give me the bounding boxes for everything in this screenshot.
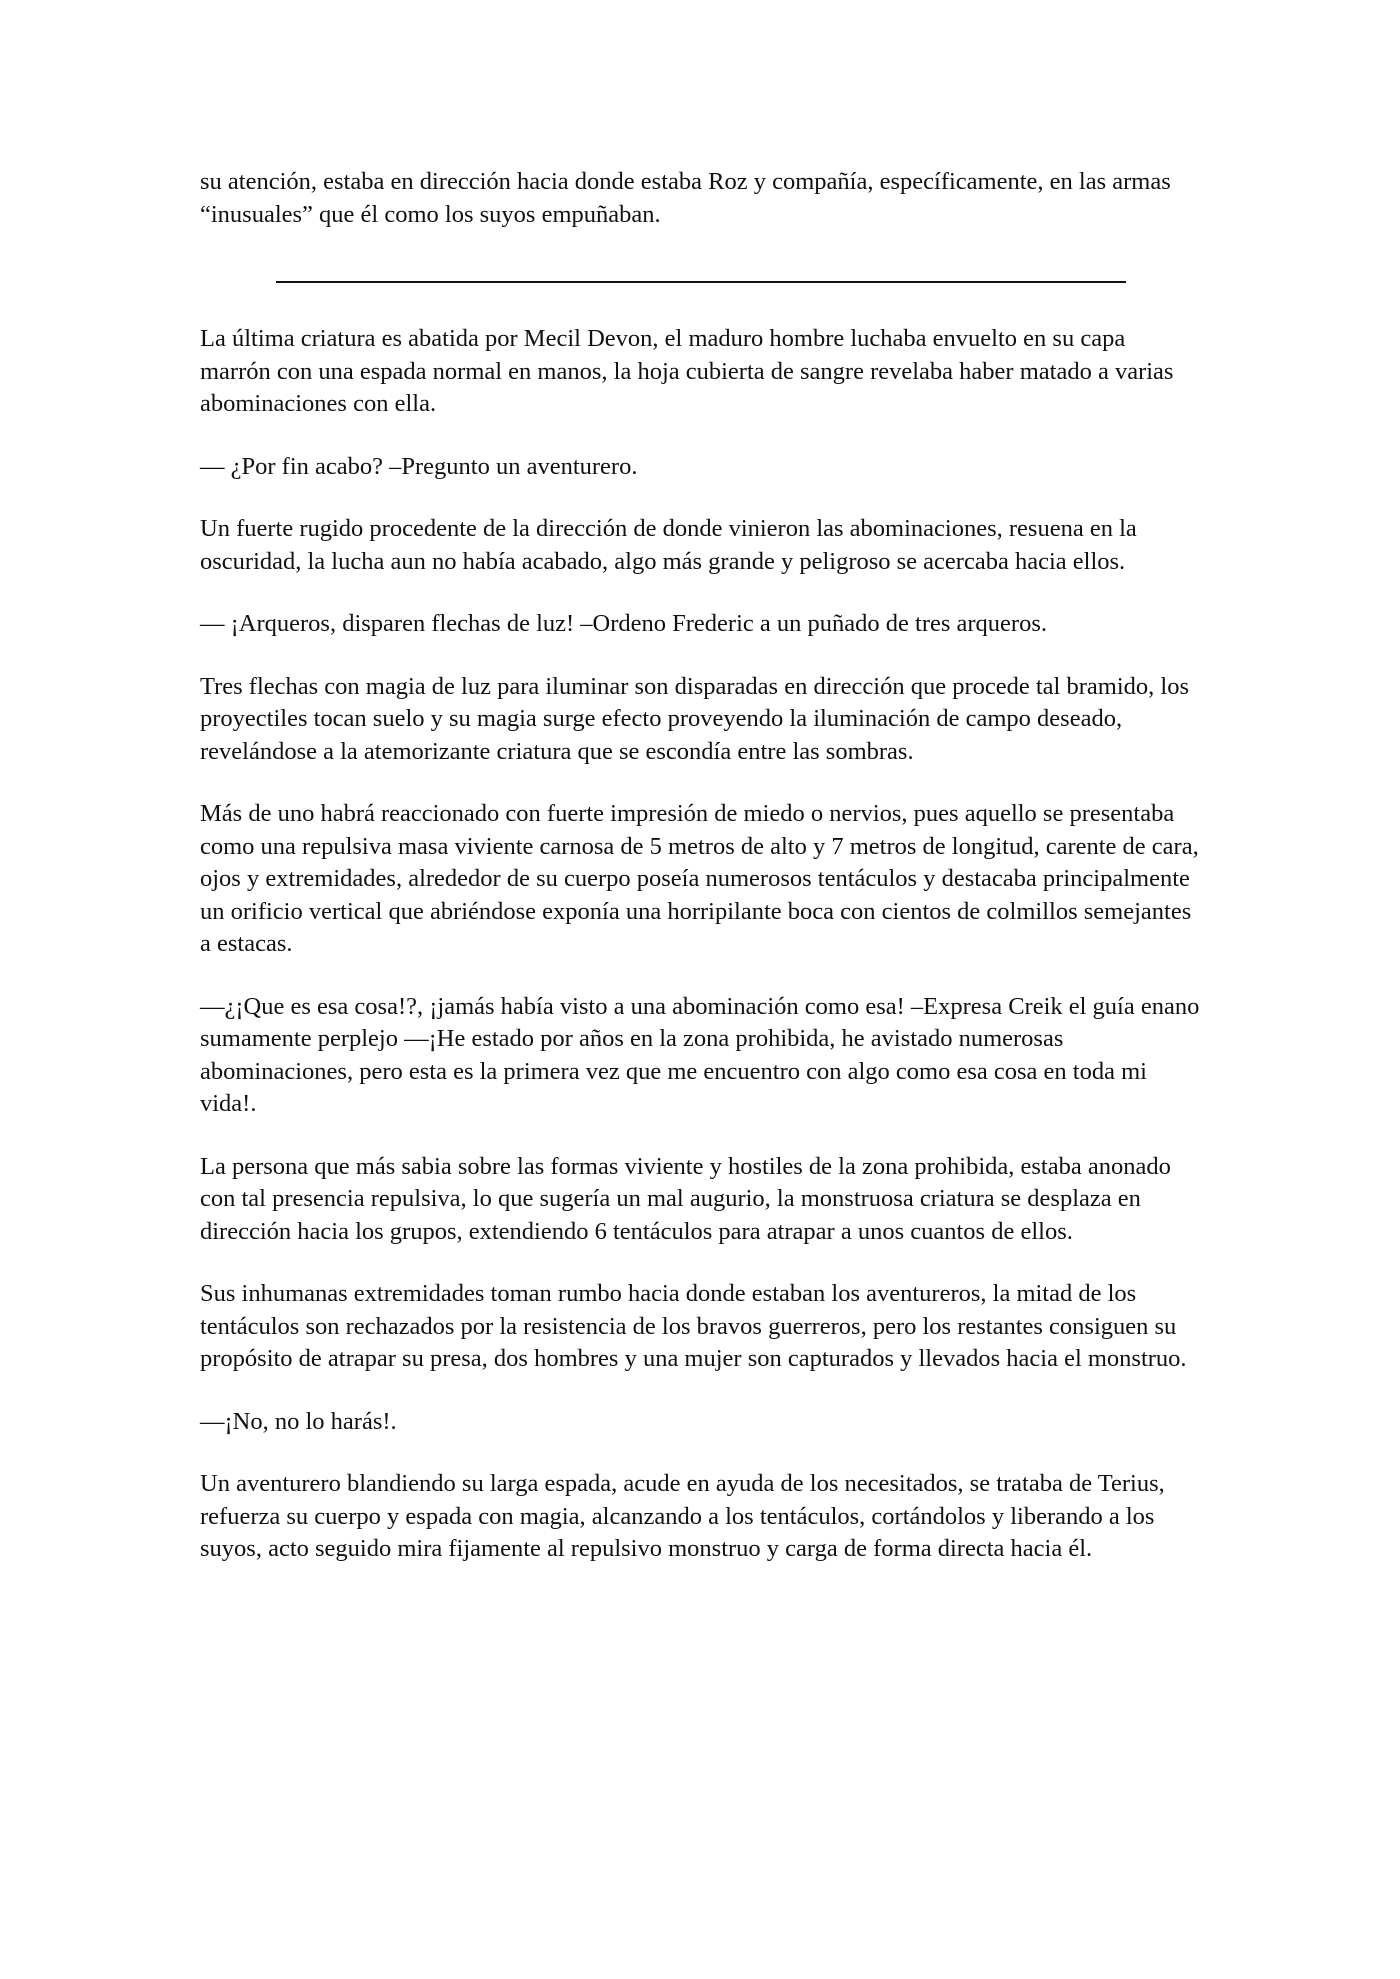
- paragraph: Más de uno habrá reaccionado con fuerte impresión de miedo o nervios, pues aquello se presentaba como una repulsiva masa viviente carnosa de 5 metros de alto y 7 metros de longitud, carente de cara, ojos y extremidades, alrededor de su cuerpo poseía numerosos tentáculos y destacaba principalmente un orificio vertical que abriéndose exponía una horripilante boca con cientos de colmillos semejantes a estacas.: [200, 800, 1199, 957]
- paragraph: La persona que más sabia sobre las formas viviente y hostiles de la zona prohibida, estaba anonado con tal presencia repulsiva, lo que sugería un mal augurio, la monstruosa criatura se desplaza en dirección hacia los grupos, extendiendo 6 tentáculos para atrapar a unos cuantos de ellos.: [200, 1152, 1171, 1245]
- paragraph: Un fuerte rugido procedente de la dirección de donde vinieron las abominaciones, resuena en la oscuridad, la lucha aun no había acabado, algo más grande y peligroso se acercaba hacia ellos.: [200, 515, 1137, 575]
- paragraph: Tres flechas con magia de luz para iluminar son disparadas en dirección que procede tal bramido, los proyectiles tocan suelo y su magia surge efecto proveyendo la iluminación de campo deseado, revelándose a la atemorizante criatura que se escondía entre las sombras.: [200, 672, 1189, 765]
- paragraph: —¿¡Que es esa cosa!?, ¡jamás había visto a una abominación como esa! –Expresa Creik el guía enano sumamente perplejo —¡He estado por años en la zona prohibida, he avistado numerosas abominaciones, pero esta es la primera vez que me encuentro con algo como esa cosa en toda mi vida!.: [200, 992, 1200, 1117]
- paragraph: — ¿Por fin acabo? –Pregunto un aventurero.: [200, 452, 638, 480]
- paragraph: La última criatura es abatida por Mecil Devon, el maduro hombre luchaba envuelto en su capa marrón con una espada normal en manos, la hoja cubierta de sangre revelaba haber matado a varias abominaciones con ella.: [200, 325, 1174, 417]
- paragraph: —¡No, no lo harás!.: [200, 1407, 397, 1435]
- paragraph: Sus inhumanas extremidades toman rumbo hacia donde estaban los aventureros, la mitad de los tentáculos son rechazados por la resistencia de los bravos guerreros, pero los restantes consiguen su propósito de atrapar su presa, dos hombres y una mujer son capturados y llevados hacia el monstruo.: [200, 1280, 1187, 1372]
- section-divider: [276, 281, 1126, 283]
- paragraph: Un aventurero blandiendo su larga espada, acude en ayuda de los necesitados, se trataba de Terius, refuerza su cuerpo y espada con magia, alcanzando a los tentáculos, cortándolos y liberando a los suyos, acto seguido mira fijamente al repulsivo monstruo y carga de forma directa hacia él.: [200, 1470, 1165, 1562]
- paragraph: — ¡Arqueros, disparen flechas de luz! –Ordeno Frederic a un puñado de tres arqueros.: [200, 610, 1047, 637]
- document-body: [200, 323, 1200, 1566]
- document-page: [200, 166, 1200, 1596]
- paragraph-intro: su atención, estaba en dirección hacia donde estaba Roz y compañía, específicamente, en las armas “inusuales” que él como los suyos empuñaban.: [200, 168, 1171, 228]
